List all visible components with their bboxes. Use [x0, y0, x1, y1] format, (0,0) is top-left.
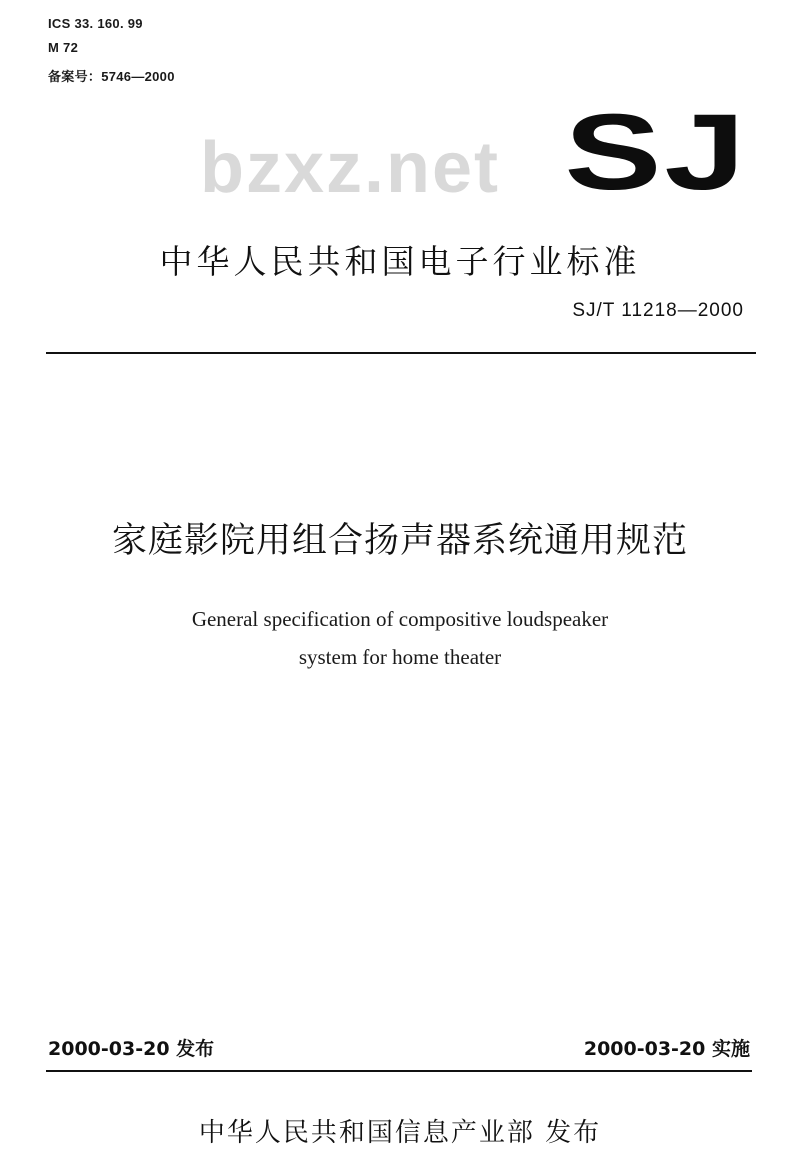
watermark: bzxz.net	[200, 128, 501, 208]
implementation-date: 2000-03-20 实施	[583, 1038, 750, 1060]
standard-organization-title: 中华人民共和国电子行业标准	[159, 242, 641, 281]
publish-date: 2000-03-20 发布	[48, 1038, 215, 1060]
classification-code: M 72	[48, 40, 79, 55]
document-title-chinese: 家庭影院用组合扬声器系统通用规范	[111, 521, 688, 561]
document-title-english-line2: system for home theater	[298, 645, 502, 669]
issuer: 中华人民共和国信息产业部 发布	[198, 1118, 602, 1148]
document-title-english-line1: General specification of compositive loudspeaker	[191, 607, 609, 631]
standard-number: SJ/T 11218—2000	[572, 300, 744, 321]
record-number: 备案号：5746—2000	[48, 69, 175, 84]
bottom-divider	[46, 1070, 752, 1072]
ics-code: ICS 33. 160. 99	[48, 16, 143, 31]
sj-logo: SJ	[564, 91, 748, 212]
top-divider	[46, 352, 756, 354]
